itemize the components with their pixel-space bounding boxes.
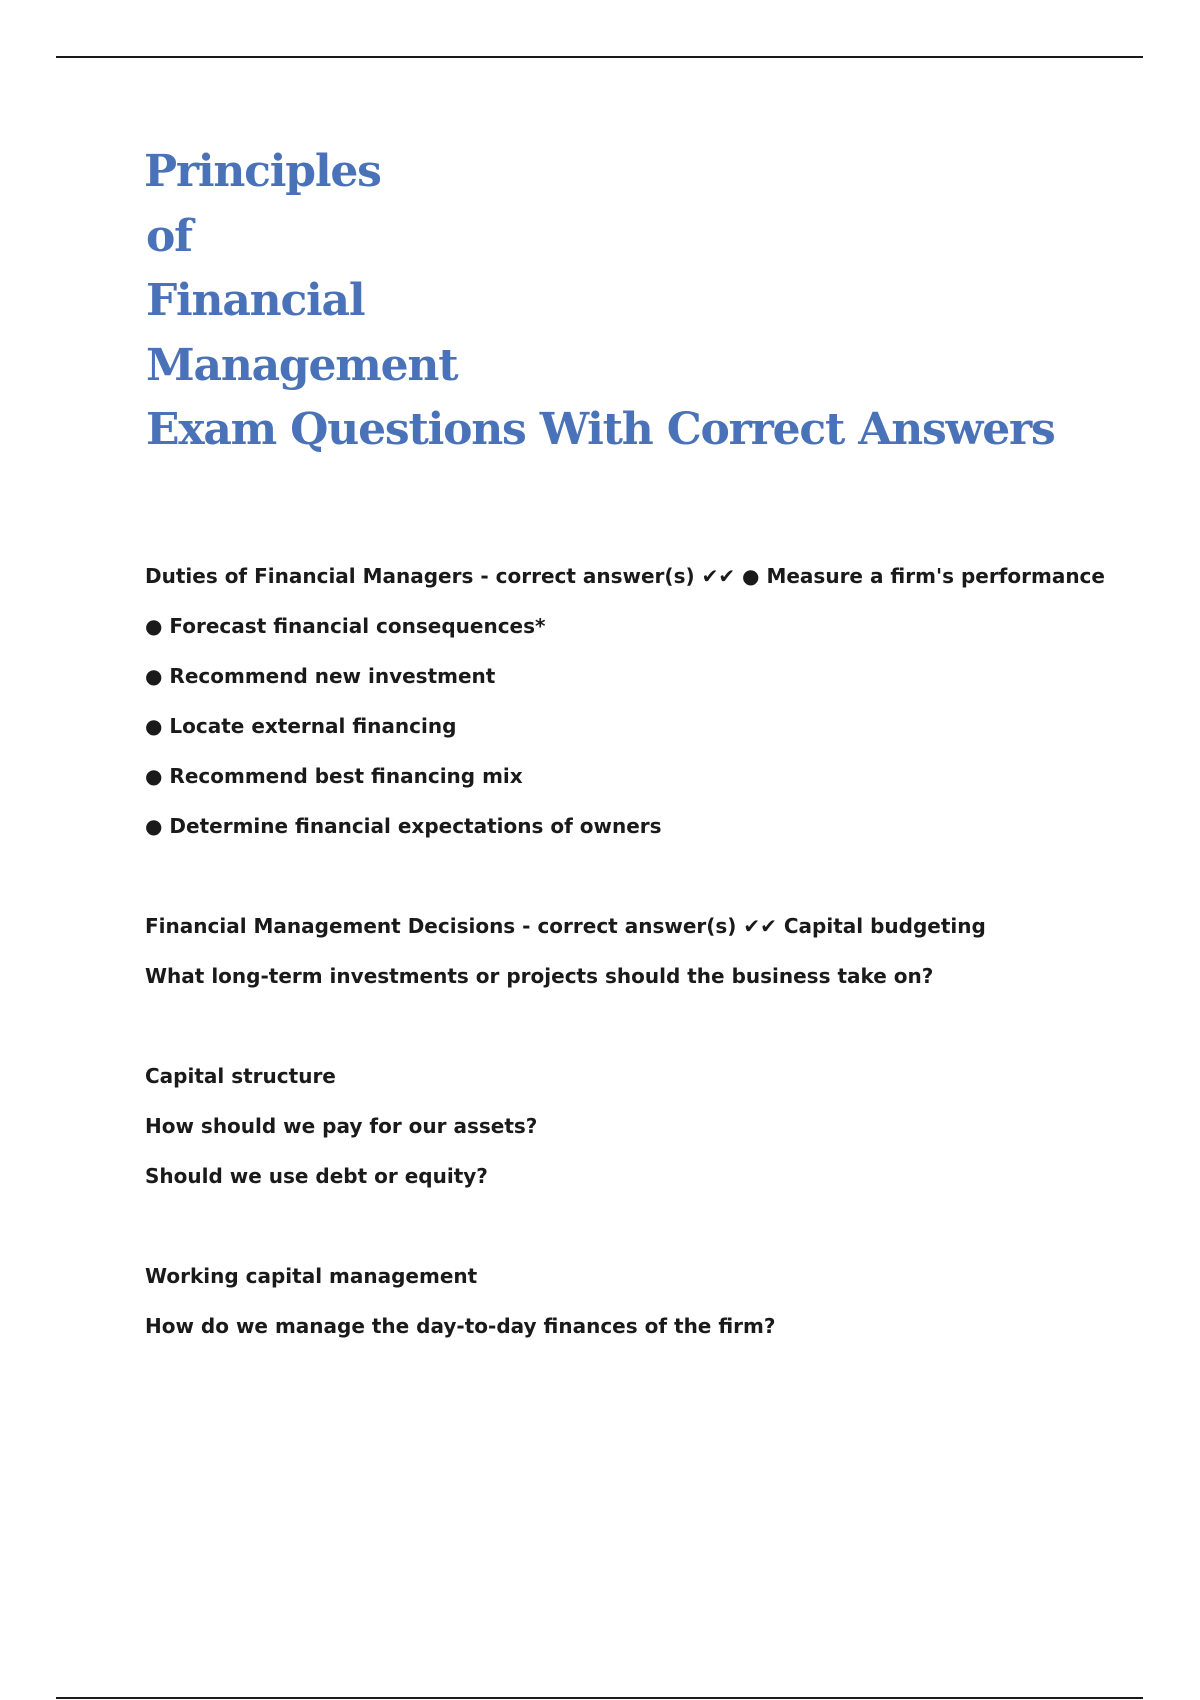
answer-line: How should we pay for our assets?	[145, 1114, 538, 1138]
document-title	[146, 140, 1055, 463]
qa-section-working-capital	[145, 1256, 1125, 1356]
answer-line: How do we manage the day-to-day finances of the firm?	[145, 1314, 776, 1338]
answer-line: Should we use debt or equity?	[145, 1164, 488, 1188]
answer-bullet: ● Forecast financial consequences*	[145, 614, 546, 638]
answer-bullet: ● Determine financial expectations of owners	[145, 814, 662, 838]
answer-bullet: ● Recommend new investment	[145, 664, 496, 688]
answer-bullet: ● Locate external financing	[145, 714, 457, 738]
title-line: Financial	[146, 275, 365, 326]
footer-rule	[56, 1697, 1143, 1699]
answer-line: Capital structure	[145, 1064, 336, 1088]
title-line: Principles	[144, 146, 381, 197]
section-spacer	[145, 1206, 1125, 1256]
title-line: of	[146, 210, 192, 262]
qa-section-capital-structure	[145, 1056, 1125, 1206]
title-line: Management	[146, 339, 458, 391]
answer-line: Working capital management	[145, 1264, 478, 1288]
header-rule	[56, 56, 1143, 58]
section-spacer	[145, 856, 1125, 906]
answer-bullet: ● Recommend best financing mix	[145, 764, 523, 788]
qa-section-duties	[145, 556, 1125, 856]
question-line: Duties of Financial Managers - correct answer(s) ✔✔ ● Measure a firm's performance	[145, 564, 1105, 588]
document-body	[145, 556, 1125, 1356]
title-line: Exam Questions With Correct Answers	[146, 404, 1055, 455]
answer-line: What long-term investments or projects should the business take on?	[145, 964, 934, 988]
section-spacer	[145, 1006, 1125, 1056]
qa-section-decisions	[145, 906, 1125, 1006]
question-line: Financial Management Decisions - correct answer(s) ✔✔ Capital budgeting	[145, 914, 986, 938]
